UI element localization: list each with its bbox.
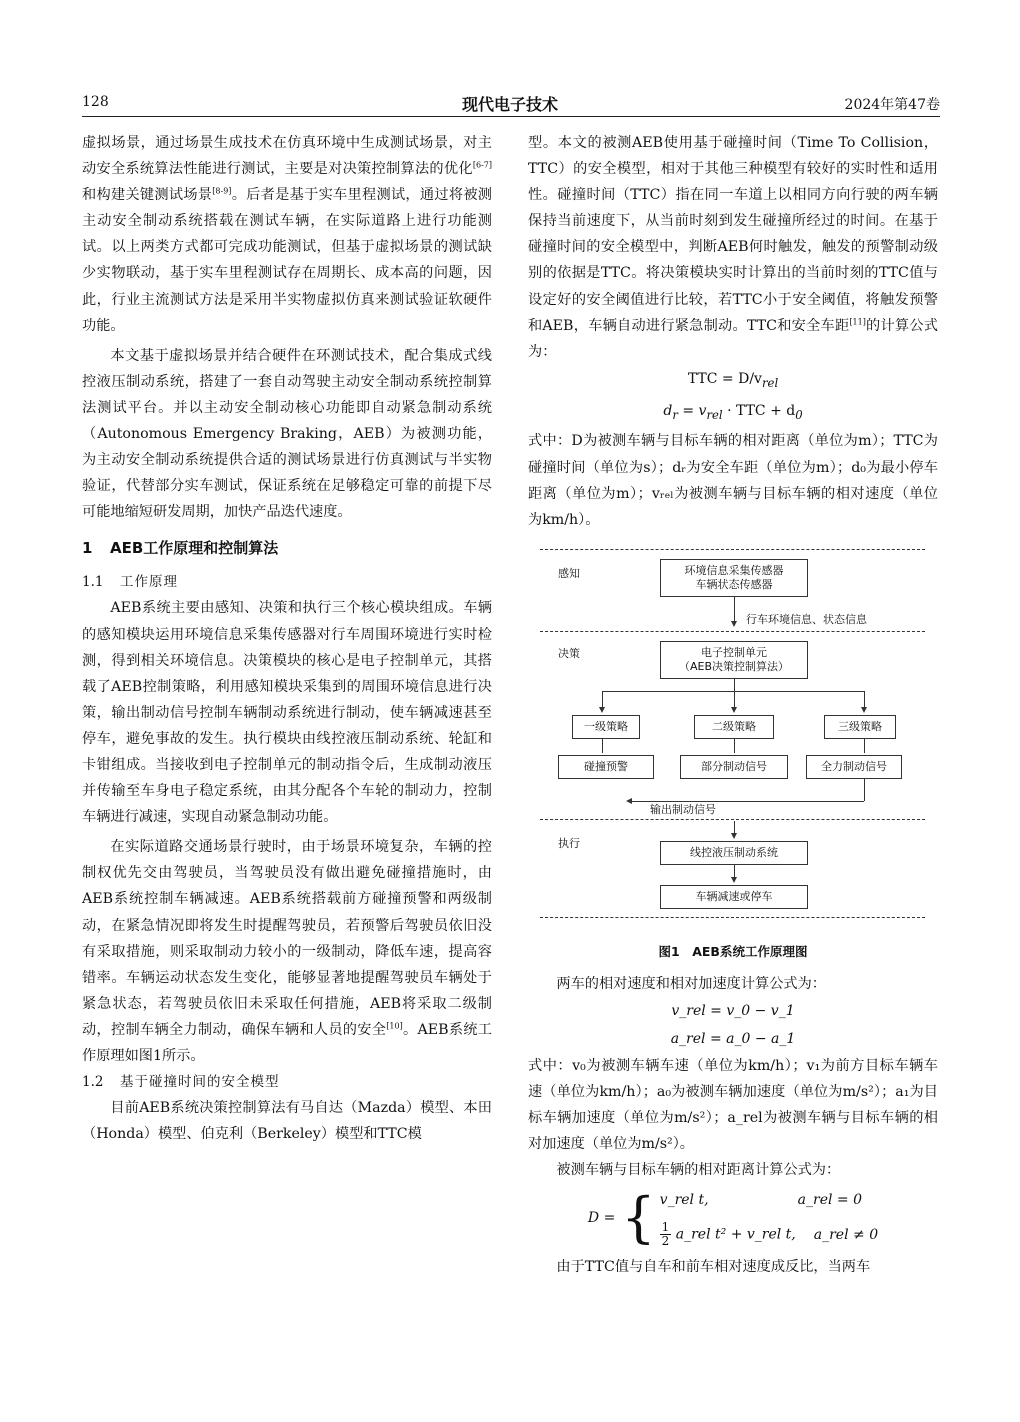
right-column — [528, 130, 938, 1281]
citation: [11] — [849, 316, 866, 326]
stage-label-execution: 执行 — [558, 836, 580, 850]
citation: [10] — [386, 1021, 403, 1031]
sensors-box: 环境信息采集传感器 车辆状态传感器 — [660, 559, 808, 597]
divider — [540, 549, 925, 550]
journal-title: 现代电子技术 — [461, 95, 558, 114]
issue-label: 2024年第47卷 — [844, 97, 940, 113]
equation-relative-velocity: v_rel = v_0 − v_1 — [671, 1002, 795, 1019]
arrow-down-icon — [731, 833, 737, 839]
info-label: 行车环境信息、状态信息 — [746, 612, 867, 626]
connector — [602, 739, 603, 753]
equation-ttc: TTC = $D/v_{rel}$ — [687, 370, 779, 390]
divider — [540, 631, 925, 632]
subsection-heading: 1.1 工作原理 — [82, 574, 178, 591]
figure-caption: 图1 AEB系统工作原理图 — [658, 943, 808, 959]
connector — [734, 739, 735, 753]
connector — [864, 739, 865, 753]
paragraph: AEB系统主要由感知、决策和执行三个核心模块组成。车辆的感知模块运用环境信息采集传感器对行车周围环境进行实时检测，得到相关环境信息。决策模块的核心是电子控制单元，其搭载了AEB控制策略，利用感知模块采集到的周围环境信息进行决策，输出制动信号控制车辆制动系统进行制动，使车辆减速甚至停车，避免事故的发生。执行模块由线控液压制动系统、轮缸和卡钳组成。当接收到电子控制单元的制动指令后，生成制动液压并传输至车身电子稳定系统，由其分配各个车轮的制动力，控制车辆进行减速，实现自动紧急制动功能。 — [82, 600, 492, 826]
paragraph: 两车的相对速度和相对加速度计算公式为： — [556, 975, 826, 992]
equation-distance: D = { v_rel t, a_rel = 0 $\frac{1}{2}$ a_rel t² + v_rel t, a_rel ≠ 0 — [587, 1185, 879, 1249]
arrow-down-icon — [731, 621, 737, 627]
result-box: 车辆减速或停车 — [660, 885, 808, 909]
arrow-down-icon — [861, 707, 867, 713]
paragraph: 在实际道路交通场景行驶时，由于场景环境复杂，车辆的控制权优先交由驾驶员，当驾驶员没有做出避免碰撞措施时，由AEB系统控制车辆减速。AEB系统搭载前方碰撞预警和两级制动，在紧急情况即将发生时提醒驾驶员，若预警后驾驶员依旧没有采取措施，则采取制动力较小的一级制动，降低车速，提高容错率。车辆运动状态发生变化，能够显著地提醒驾驶员车辆处于紧急状态，若驾驶员依旧未采取任何措施，AEB将采取二级制动，控制车辆全力制动，确保车辆和人员的安全[10]。AEB系统工作原理如图1所示。 — [82, 839, 492, 1064]
warning-output-box: 碰撞预警 — [558, 755, 654, 779]
paragraph: 虚拟场景，通过场景生成技术在仿真环境中生成测试场景，对主动安全系统算法性能进行测试，主要是对决策控制算法的优化[6-7]和构建关键测试场景[8-9]。后者是基于实车里程测试，通过将被测主动安全制动系统搭载在测试车辆，在实际道路上进行功能测试。以上两类方式都可完成功能测试，但基于虚拟场景的测试缺少实物联动，基于实车里程测试存在周期长、成本高的问题，因此，行业主流测试方法是采用半实物虚拟仿真来测试验证软硬件功能。 — [82, 135, 492, 334]
arrow-down-icon — [731, 707, 737, 713]
divider — [540, 917, 925, 918]
partial-brake-box: 部分制动信号 — [680, 755, 788, 779]
subsection-heading: 1.2 基于碰撞时间的安全模型 — [82, 1074, 280, 1091]
section-heading: 1 AEB工作原理和控制算法 — [82, 539, 279, 558]
strategy-box-3: 三级策略 — [824, 715, 896, 739]
citation: [6-7] — [472, 160, 492, 170]
connector — [602, 691, 864, 692]
paragraph: 式中：v₀为被测车辆车速（单位为km/h）；v₁为前方目标车辆车速（单位为km/h）；a₀为被测车辆加速度（单位为m/s²）；a₁为目标车辆加速度（单位为m/s²）；a_rel为被测车辆与目标车辆的相对加速度（单位为m/s²）。 — [528, 1057, 938, 1153]
arrow-left-icon — [626, 798, 632, 804]
output-label: 输出制动信号 — [650, 802, 716, 816]
left-column — [82, 130, 492, 1147]
full-brake-box: 全力制动信号 — [806, 755, 902, 779]
connector — [864, 779, 865, 801]
equation-safe-distance: $d_r = v_{rel}$ · TTC + $d_0$ — [663, 402, 803, 422]
strategy-box-1: 一级策略 — [572, 715, 640, 739]
equation-relative-acceleration: a_rel = a_0 − a_1 — [670, 1030, 796, 1047]
connector — [734, 597, 735, 623]
page-number: 128 — [82, 94, 109, 110]
paragraph: 本文基于虚拟场景并结合硬件在环测试技术，配合集成式线控液压制动系统，搭建了一套自动驾驶主动安全制动系统控制算法测试平台。并以主动安全制动核心功能即自动紧急制动系统（Autonomous Emergency Braking，AEB）为被测功能，为主动安全制动系统提供合适的测试场景进行仿真测试与半实物验证，代替部分实车测试，保证系统在足够稳定可靠的前提下尽可能地缩短研发周期，加快产品迭代速度。 — [82, 347, 492, 521]
arrow-down-icon — [599, 707, 605, 713]
connector — [734, 679, 735, 691]
stage-label-decision: 决策 — [558, 646, 580, 660]
paragraph: 型。本文的被测AEB使用基于碰撞时间（Time To Collision，TTC）的安全模型，相对于其他三种模型有较好的实时性和适用性。碰撞时间（TTC）指在同一车道上以相同方向行驶的两车辆保持当前速度下，从当前时刻到发生碰撞所经过的时间。在基于碰撞时间的安全模型中，判断AEB何时触发，触发的预警制动级别的依据是TTC。将决策模块实时计算出的当前时刻的TTC值与设定好的安全阈值进行比较，若TTC小于安全阈值，将触发预警和AEB，车辆自动进行紧急制动。TTC和安全车距[11]的计算公式为： — [528, 135, 938, 360]
paragraph: 被测车辆与目标车辆的相对距离计算公式为： — [556, 1162, 841, 1179]
brake-system-box: 线控液压制动系统 — [660, 841, 808, 865]
arrow-down-icon — [731, 877, 737, 883]
paragraph: 式中：D为被测车辆与目标车辆的相对距离（单位为m）；TTC为碰撞时间（单位为s）；dᵣ为安全车距（单位为m）；d₀为最小停车距离（单位为m）；vᵣₑₗ为被测车辆与目标车辆的相对速度（单位为km/h）。 — [528, 433, 938, 528]
ecu-box: 电子控制单元 （AEB决策控制算法） — [660, 641, 808, 679]
citation: [8-9] — [212, 186, 232, 196]
stage-label-perception: 感知 — [558, 566, 580, 580]
strategy-box-2: 二级策略 — [694, 715, 774, 739]
paragraph: 由于TTC值与自车和前车相对速度成反比，当两车 — [556, 1259, 871, 1276]
figure-aeb-principle — [528, 545, 938, 935]
header-rule — [82, 116, 940, 117]
divider — [540, 819, 925, 820]
paragraph: 目前AEB系统决策控制算法有马自达（Mazda）模型、本田（Honda）模型、伯克利（Berkeley）模型和TTC模 — [82, 1100, 492, 1143]
